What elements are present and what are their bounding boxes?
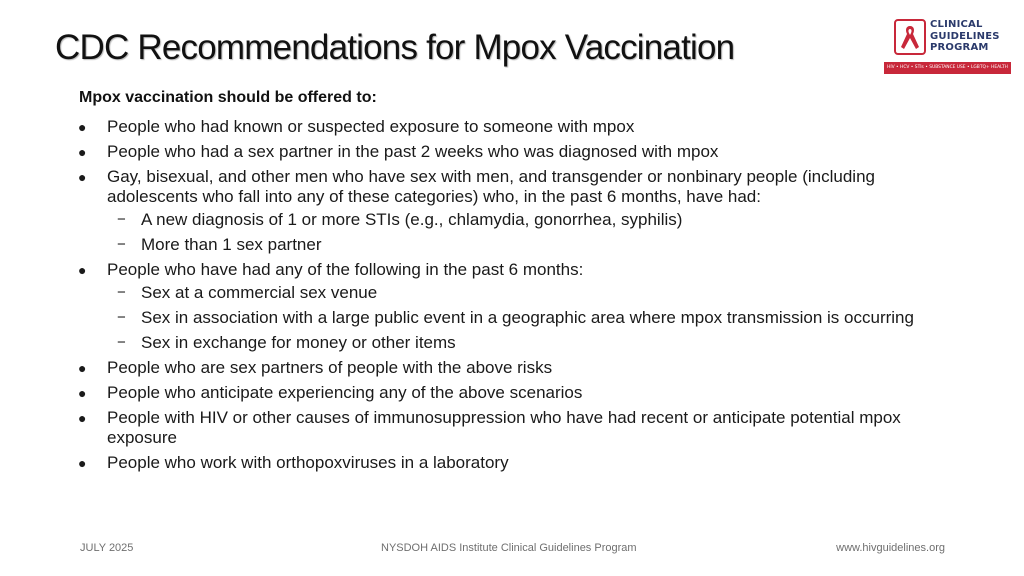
bullet-icon: ● (78, 455, 87, 471)
bullet-icon: ● (78, 144, 87, 160)
list-item-text: Gay, bisexual, and other men who have sex with men, and transgender or nonbinary people (including adolescents who fall into any of these categories) who, in the past 6 months, have had: (107, 167, 875, 206)
list-item (76, 383, 956, 403)
list-item-text: People who anticipate experiencing any of the above scenarios (107, 383, 583, 402)
sub-list-item (107, 283, 956, 303)
sub-list-item (107, 235, 956, 255)
bullet-icon: ● (78, 385, 87, 401)
logo-line-2: GUIDELINES (930, 30, 1000, 42)
dash-icon: − (117, 284, 126, 301)
sub-list-item-text: A new diagnosis of 1 or more STIs (e.g., chlamydia, gonorrhea, syphilis) (141, 210, 683, 229)
dash-icon: − (117, 236, 126, 253)
sub-list-item-text: Sex in exchange for money or other items (141, 333, 456, 352)
footer-url: www.hivguidelines.org (836, 542, 945, 554)
sub-list-item-text: Sex in association with a large public event in a geographic area where mpox transmission is occurring (141, 308, 914, 327)
list-item-text: People who have had any of the following in the past 6 months: (107, 260, 584, 279)
sub-list (107, 283, 956, 353)
dash-icon: − (117, 334, 126, 351)
list-item (76, 117, 956, 137)
list-item-text: People with HIV or other causes of immunosuppression who have had recent or anticipate potential mpox exposure (107, 408, 901, 447)
sub-list-item-text: Sex at a commercial sex venue (141, 283, 378, 302)
list-item (76, 142, 956, 162)
sub-list-item (107, 210, 956, 230)
dash-icon: − (117, 309, 126, 326)
awareness-ribbon-icon (894, 19, 926, 55)
footer-program: NYSDOH AIDS Institute Clinical Guidelines Program (381, 542, 637, 554)
list-item (76, 453, 956, 473)
sub-list-item (107, 308, 956, 328)
list-item-text: People who are sex partners of people with the above risks (107, 358, 553, 377)
list-heading: Mpox vaccination should be offered to: (79, 89, 377, 106)
clinical-guidelines-logo (884, 16, 1012, 76)
sub-list-item-text: More than 1 sex partner (141, 235, 322, 254)
sub-list (107, 210, 956, 255)
footer-date: JULY 2025 (80, 542, 134, 554)
list-item (76, 260, 956, 353)
bullet-icon: ● (78, 410, 87, 426)
list-item-text: People who had known or suspected exposure to someone with mpox (107, 117, 635, 136)
logo-line-1: CLINICAL (930, 19, 983, 30)
bullet-icon: ● (78, 119, 87, 135)
bullet-icon: ● (78, 360, 87, 376)
list-item (76, 167, 956, 255)
list-item (76, 408, 956, 448)
list-item (76, 358, 956, 378)
bullet-icon: ● (78, 169, 87, 185)
list-item-text: People who work with orthopoxviruses in a laboratory (107, 453, 509, 472)
bullet-icon: ● (78, 262, 87, 278)
list-item-text: People who had a sex partner in the past 2 weeks who was diagnosed with mpox (107, 142, 719, 161)
logo-line-3: PROGRAM (930, 42, 989, 53)
slide-title: CDC Recommendations for Mpox Vaccination (55, 28, 735, 67)
sub-list-item (107, 333, 956, 353)
dash-icon: − (117, 211, 126, 228)
recommendation-list (76, 117, 956, 478)
logo-tagline: HIV • HCV • STIs • SUBSTANCE USE • LGBTQ+ HEALTH (884, 62, 1011, 74)
